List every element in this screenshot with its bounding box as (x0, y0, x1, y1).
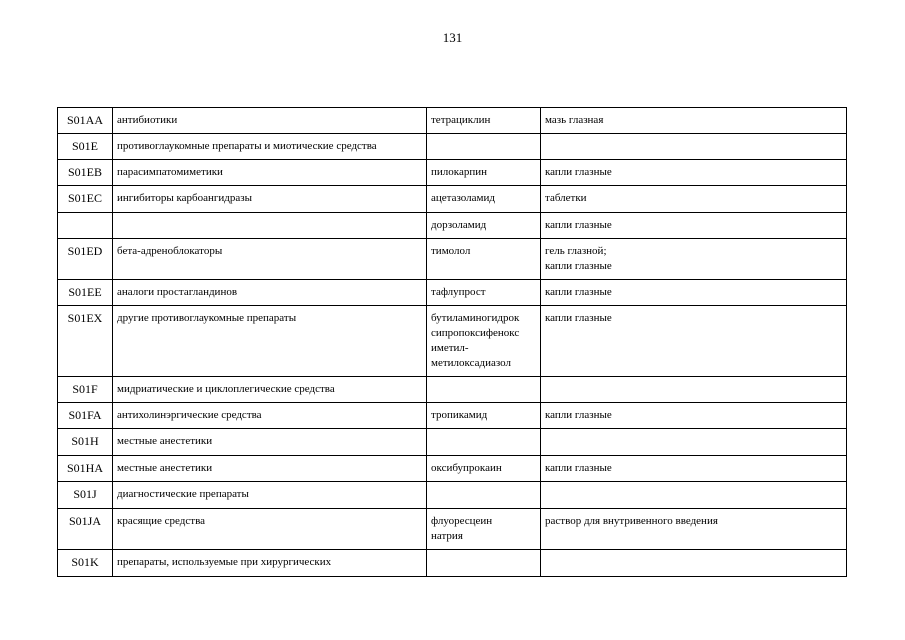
drug-name-cell (427, 509, 541, 550)
dosage-form-cell (541, 482, 847, 509)
drug-name-cell (427, 403, 541, 429)
drug-name-line: натрия (431, 530, 463, 542)
drug-name-cell (427, 186, 541, 213)
atc-code-cell: S01AA (58, 108, 113, 134)
group-name-cell: диагностические препараты (113, 482, 427, 509)
drug-name-cell (427, 456, 541, 482)
drug-name-line: тафлупрост (431, 286, 486, 298)
group-name-cell: аналоги простагландинов (113, 280, 427, 306)
atc-code-cell: S01EC (58, 186, 113, 213)
atc-code-cell: S01JA (58, 509, 113, 550)
atc-code-cell: S01EB (58, 160, 113, 186)
drug-classification-table (57, 107, 847, 577)
dosage-form-cell (541, 280, 847, 306)
dosage-form-line: раствор для внутривенного введения (545, 515, 718, 527)
drug-name-line: оксибупрокаин (431, 462, 502, 474)
drug-name-cell (427, 108, 541, 134)
dosage-form-line: капли глазные (545, 409, 612, 421)
drug-name-line: флуоресцеин (431, 515, 493, 527)
group-name-cell: другие противоглаукомные препараты (113, 306, 427, 377)
drug-name-cell (427, 550, 541, 577)
drug-name-cell (427, 239, 541, 280)
dosage-form-line: капли глазные (545, 219, 612, 231)
drug-name-cell (427, 213, 541, 239)
drug-name-line: иметил- (431, 342, 469, 354)
atc-code-cell: S01HA (58, 456, 113, 482)
drug-name-line: ацетазоламид (431, 192, 495, 204)
table-row (58, 280, 847, 306)
group-name-cell (113, 213, 427, 239)
dosage-form-cell (541, 550, 847, 577)
atc-code-cell: S01FA (58, 403, 113, 429)
dosage-form-line: капли глазные (545, 260, 612, 272)
table-row (58, 403, 847, 429)
group-name-cell: ингибиторы карбоангидразы (113, 186, 427, 213)
drug-name-line: пилокарпин (431, 166, 487, 178)
atc-code-cell: S01EX (58, 306, 113, 377)
table-row (58, 306, 847, 377)
group-name-cell: бета-адреноблокаторы (113, 239, 427, 280)
table-row (58, 213, 847, 239)
drug-name-line: тетрациклин (431, 114, 491, 126)
table-row (58, 550, 847, 577)
group-name-cell: антибиотики (113, 108, 427, 134)
page-number: 131 (442, 30, 463, 45)
dosage-form-cell (541, 429, 847, 456)
drug-name-cell (427, 377, 541, 403)
dosage-form-line: капли глазные (545, 462, 612, 474)
group-name-cell: препараты, используемые при хирургических (113, 550, 427, 577)
dosage-form-cell (541, 134, 847, 160)
drug-name-line: бутиламиногидрок (431, 312, 520, 324)
atc-code-cell: S01H (58, 429, 113, 456)
drug-name-cell (427, 429, 541, 456)
drug-name-line: метилоксадиазол (431, 357, 511, 369)
dosage-form-cell (541, 213, 847, 239)
dosage-form-line: капли глазные (545, 166, 612, 178)
dosage-form-cell (541, 509, 847, 550)
dosage-form-cell (541, 377, 847, 403)
drug-name-cell (427, 482, 541, 509)
table-row (58, 134, 847, 160)
drug-name-line: дорзоламид (431, 219, 487, 231)
table-row (58, 456, 847, 482)
atc-code-cell: S01F (58, 377, 113, 403)
dosage-form-line: мазь глазная (545, 114, 604, 126)
atc-code-cell (58, 213, 113, 239)
drug-name-line: сипропоксифенокс (431, 327, 520, 339)
dosage-form-line: капли глазные (545, 286, 612, 298)
group-name-cell: противоглаукомные препараты и миотические средства (113, 134, 427, 160)
group-name-cell: местные анестетики (113, 456, 427, 482)
drug-name-cell (427, 280, 541, 306)
table-row (58, 108, 847, 134)
table-row (58, 482, 847, 509)
table-row (58, 509, 847, 550)
group-name-cell: парасимпатомиметики (113, 160, 427, 186)
table-row (58, 186, 847, 213)
dosage-form-cell (541, 160, 847, 186)
dosage-form-line: таблетки (545, 192, 587, 204)
dosage-form-cell (541, 239, 847, 280)
atc-code-cell: S01J (58, 482, 113, 509)
drug-name-cell (427, 134, 541, 160)
drug-name-cell (427, 160, 541, 186)
dosage-form-cell (541, 186, 847, 213)
atc-code-cell: S01ED (58, 239, 113, 280)
dosage-form-cell (541, 403, 847, 429)
drug-name-line: тимолол (431, 245, 471, 257)
dosage-form-cell (541, 456, 847, 482)
atc-code-cell: S01EE (58, 280, 113, 306)
drug-name-line: тропикамид (431, 409, 488, 421)
dosage-form-cell (541, 108, 847, 134)
dosage-form-cell (541, 306, 847, 377)
dosage-form-line: гель глазной; (545, 245, 607, 257)
table-row (58, 239, 847, 280)
table-row (58, 377, 847, 403)
atc-code-cell: S01E (58, 134, 113, 160)
drug-name-cell (427, 306, 541, 377)
group-name-cell: антихолинэргические средства (113, 403, 427, 429)
table-row (58, 429, 847, 456)
atc-code-cell: S01K (58, 550, 113, 577)
table-body (58, 108, 847, 577)
dosage-form-line: капли глазные (545, 312, 612, 324)
table-row (58, 160, 847, 186)
group-name-cell: местные анестетики (113, 429, 427, 456)
group-name-cell: мидриатические и циклоплегические средства (113, 377, 427, 403)
group-name-cell: красящие средства (113, 509, 427, 550)
